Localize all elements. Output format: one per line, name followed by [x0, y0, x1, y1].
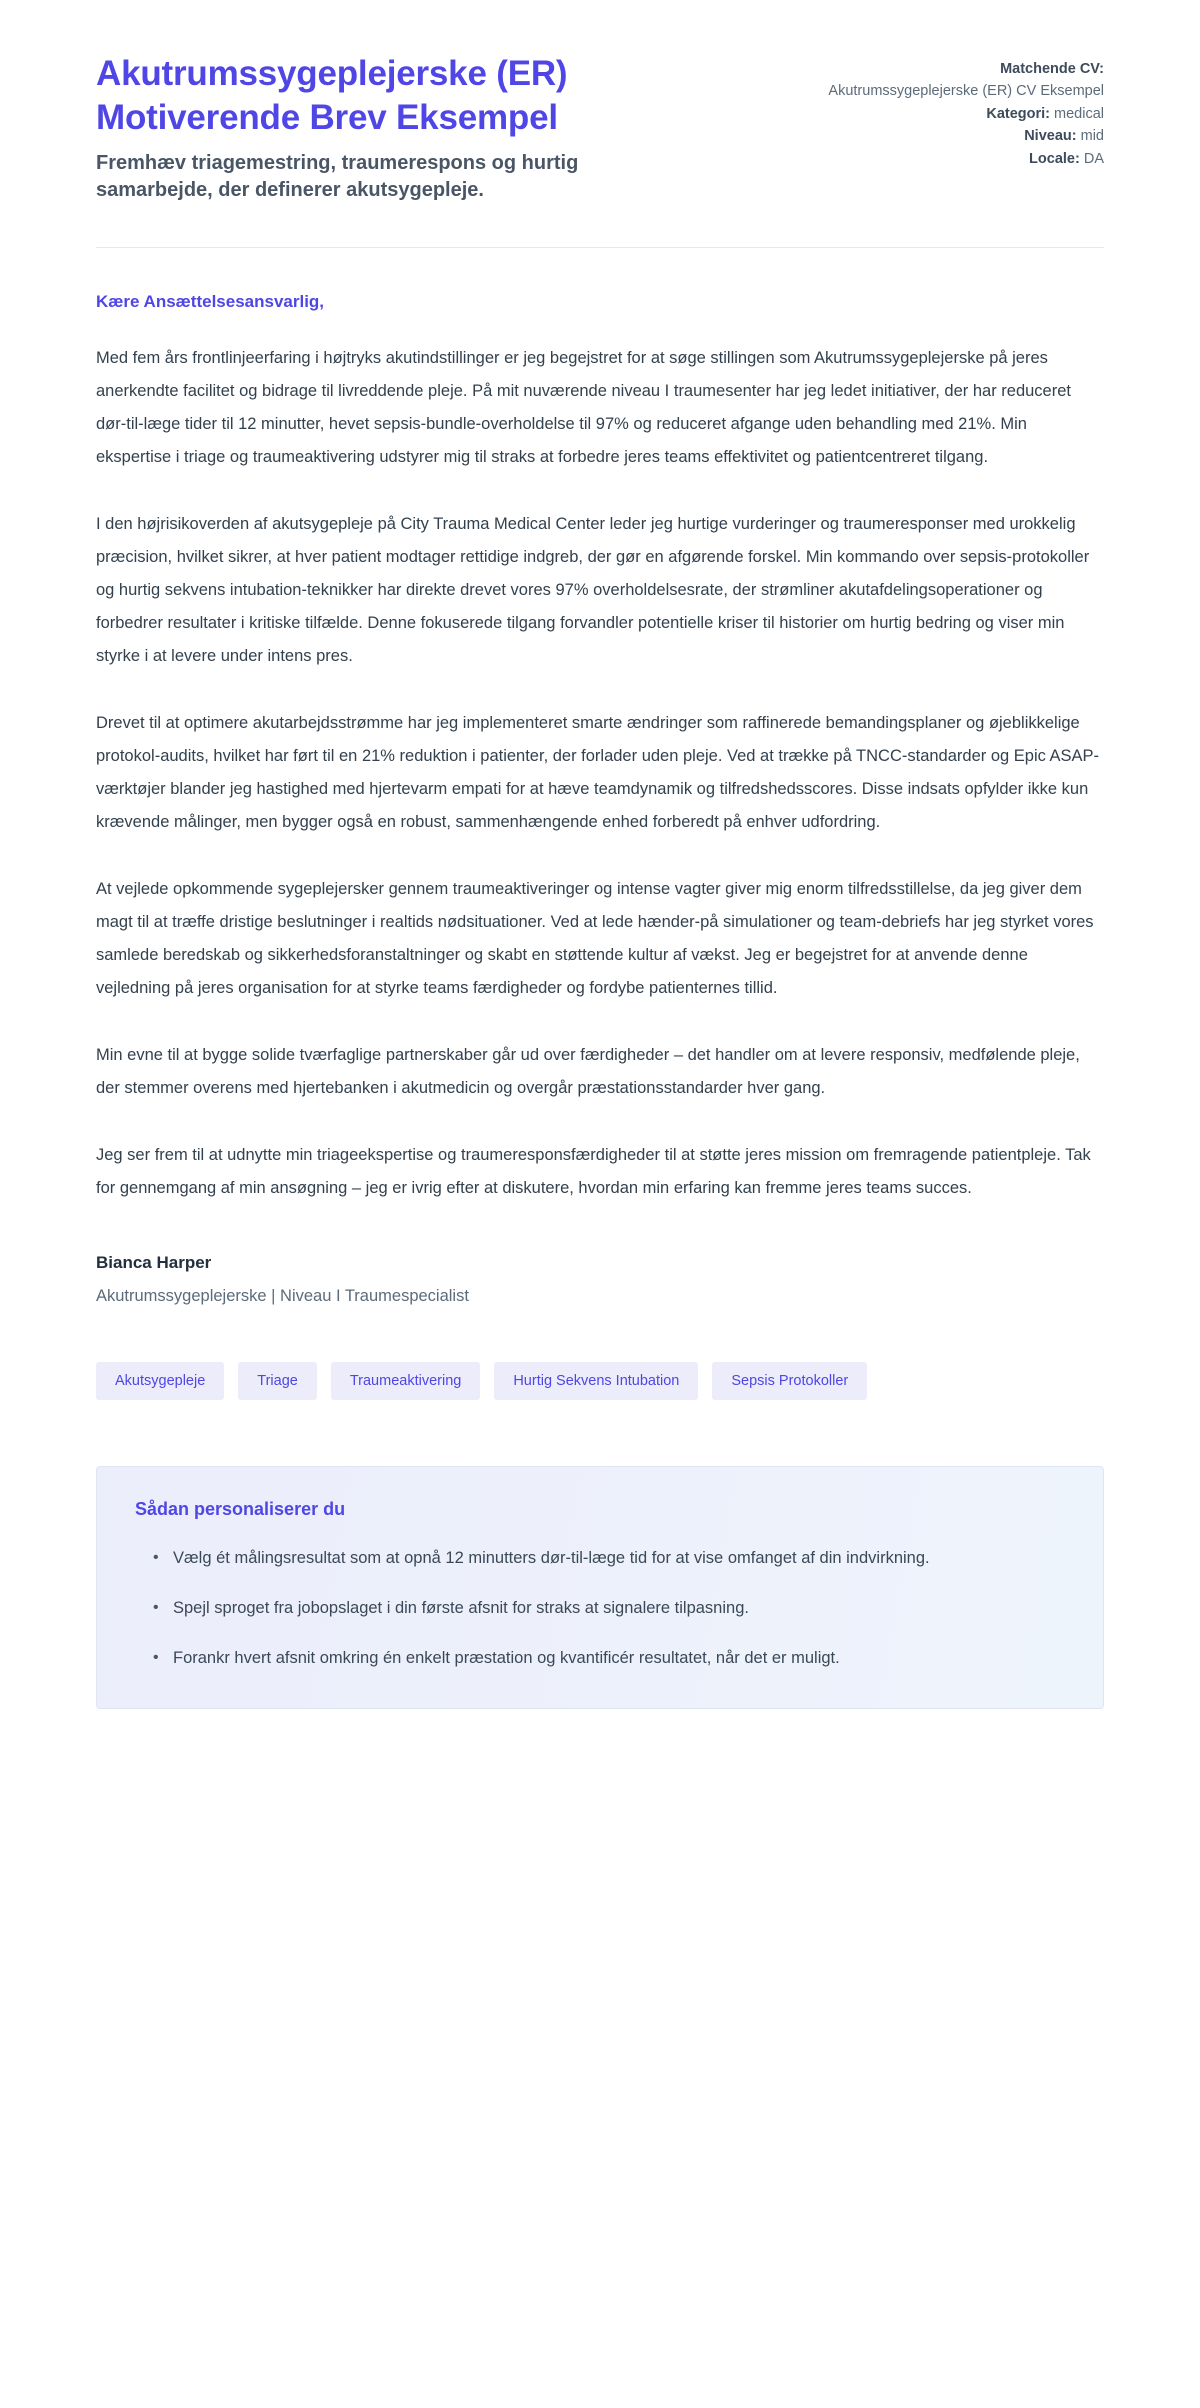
- meta-locale-label: Locale:: [1029, 150, 1080, 167]
- document-header: [96, 52, 1104, 205]
- skill-tag[interactable]: Sepsis Protokoller: [712, 1362, 867, 1400]
- meta-level: [828, 125, 1104, 147]
- meta-level-value: mid: [1080, 128, 1104, 145]
- letter-paragraph: Med fem års frontlinjeerfaring i højtryks akutindstillinger er jeg begejstret for at søge stillingen som Akutrumssygeplejerske på jeres anerkendte facilitet og bidrage til livreddende pleje. På mit nuværende niveau I traumesenter har jeg ledet initiativer, der har reduceret dør-til-læge tider til 12 minutter, hevet sepsis-bundle-overholdelse til 97% og reduceret afgange uden behandling med 21%. Min ekspertise i triage og traumeaktivering udstyrer mig til straks at forbedre jeres teams effektivitet og patientcentreret tilgang.: [96, 348, 1071, 466]
- meta-category-value: medical: [1054, 105, 1104, 122]
- tips-panel-title: Sådan personaliserer du: [135, 1498, 346, 1519]
- letter-paragraph: Min evne til at bygge solide tværfaglige partnerskaber går ud over færdigheder – det handler om at levere responsiv, medfølende pleje, der stemmer overens med hjertebanken i akutmedicin og overgår præstationsstandarder hver gang.: [96, 1045, 1080, 1097]
- meta-locale: [828, 148, 1104, 170]
- tips-list-item: • Forankr hvert afsnit omkring én enkelt præstation og kvantificér resultatet, når det er muligt.: [157, 1642, 1065, 1674]
- meta-matching-cv: [828, 58, 1104, 103]
- skill-tag[interactable]: Traumeaktivering: [331, 1362, 480, 1400]
- letter-paragraph: At vejlede opkommende sygeplejersker gennem traumeaktiveringer og intense vagter giver mig enorm tilfredsstillelse, da jeg giver dem magt til at træffe dristige beslutninger i realtids nødsituationer. Ved at lede hænder-på simulationer og team-debriefs har jeg styrket vores samlede beredskab og sikkerhedsforanstaltninger og skabt en støttende kultur af vækst. Jeg er begejstret for at anvende denne vejledning på jeres organisation for at styrke teams færdigheder og fordybe patienternes tillid.: [96, 879, 1094, 997]
- personalization-tips-panel: [96, 1466, 1104, 1710]
- skill-tag[interactable]: Triage: [238, 1362, 317, 1400]
- tips-list-item: • Spejl sproget fra jobopslaget i din første afsnit for straks at signalere tilpasning.: [157, 1592, 1065, 1624]
- signature-role: Akutrumssygeplejerske | Niveau I Traumespecialist: [96, 1286, 469, 1305]
- letter-salutation: Kære Ansættelsesansvarlig,: [96, 291, 325, 311]
- skill-tag[interactable]: Akutsygepleje: [96, 1362, 224, 1400]
- letter-signature: [96, 1253, 1104, 1306]
- header-title-block: [96, 52, 736, 205]
- skill-tag[interactable]: Hurtig Sekvens Intubation: [494, 1362, 698, 1400]
- page-subtitle: Fremhæv triagemestring, traumerespons og hurtig samarbejde, der definerer akutsygepleje.: [96, 151, 579, 202]
- cover-letter-body: [96, 248, 1104, 1306]
- meta-locale-value: DA: [1083, 150, 1104, 167]
- page-title: Akutrumssygeplejerske (ER) Motiverende Brev Eksempel: [96, 54, 568, 137]
- skill-tag-list: [96, 1362, 1104, 1400]
- signature-name: Bianca Harper: [96, 1252, 212, 1272]
- meta-matching-cv-label: Matchende CV:: [1000, 61, 1104, 77]
- document-metadata: [828, 52, 1104, 170]
- tips-list-item: • Vælg ét målingsresultat som at opnå 12 minutters dør-til-læge tid for at vise omfanget af din indvirkning.: [157, 1542, 1065, 1574]
- letter-paragraph: I den højrisikoverden af akutsygepleje på City Trauma Medical Center leder jeg hurtige vurderinger og traumeresponser med urokkelig præcision, hvilket sikrer, at hver patient modtager rettidige indgreb, der gør en afgørende forskel. Min kommando over sepsis-protokoller og hurtig sekvens intubation-teknikker har direkte drevet vores 97% overholdelsesrate, der strømliner akutafdelingsoperationer og forbedrer resultater i kritiske tilfælde. Denne fokuserede tilgang forvandler potentielle kriser til historier om hurtig bedring og viser min styrke i at levere under intens pres.: [96, 514, 1090, 665]
- tips-list: [135, 1542, 1065, 1675]
- meta-level-label: Niveau:: [1024, 128, 1077, 145]
- meta-category-label: Kategori:: [986, 105, 1050, 122]
- letter-paragraph: Drevet til at optimere akutarbejdsstrømme har jeg implementeret smarte ændringer som raffinerede bemandingsplaner og øjeblikkelige protokol-audits, hvilket har ført til en 21% reduktion i patienter, der forlader uden pleje. Ved at trække på TNCC-standarder og Epic ASAP-værktøjer blander jeg hastighed med hjertevarm empati for at hæve teamdynamik og tilfredshedsscores. Disse indsats opfylder ikke kun krævende målinger, men bygger også en robust, sammenhængende enhed forberedt på enhver udfordring.: [96, 713, 1100, 831]
- letter-paragraph: Jeg ser frem til at udnytte min triageekspertise og traumeresponsfærdigheder til at støtte jeres mission om fremragende patientpleje. Tak for gennemgang af min ansøgning – jeg er ivrig efter at diskutere, hvordan min erfaring kan fremme jeres teams succes.: [96, 1145, 1091, 1197]
- meta-matching-cv-value: Akutrumssygeplejerske (ER) CV Eksempel: [828, 83, 1104, 100]
- meta-category: [828, 103, 1104, 125]
